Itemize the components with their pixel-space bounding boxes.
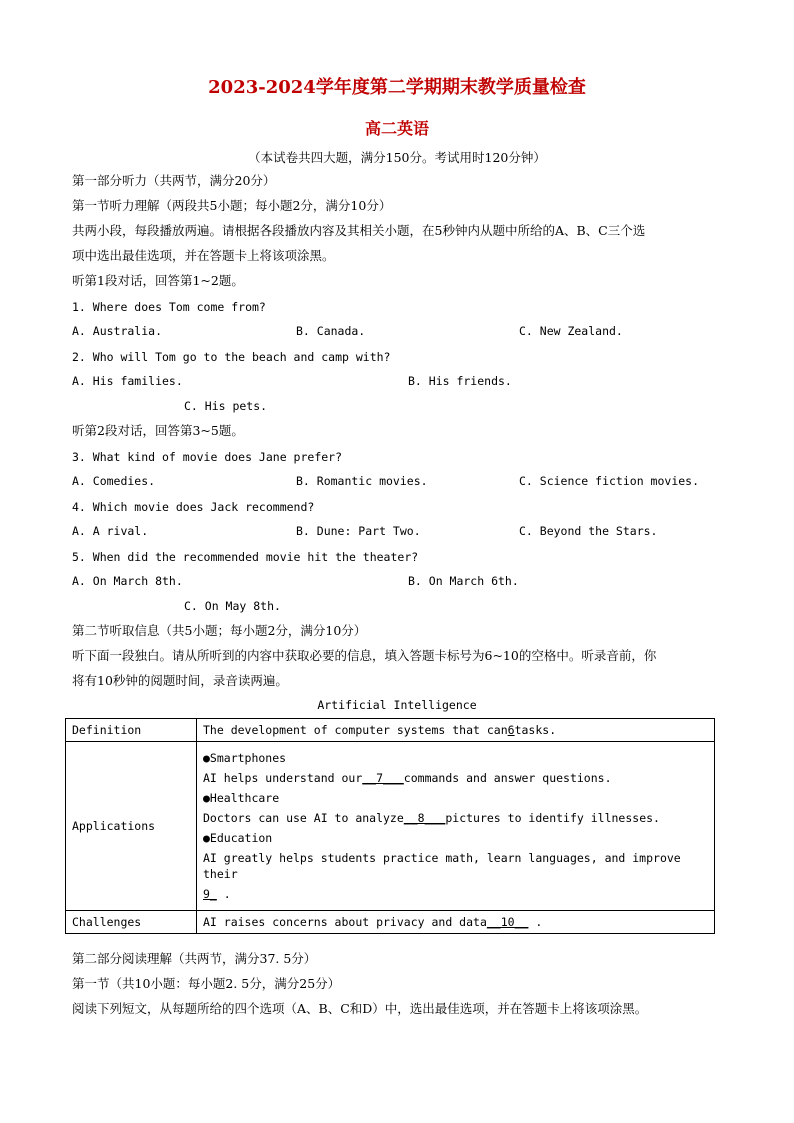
exam-note: （本试卷共四大题，满分150分。考试用时120分钟） (248, 150, 546, 165)
q5-option-c: C. On May 8th. (184, 599, 281, 613)
table-caption: Artificial Intelligence (317, 698, 477, 712)
blank-8: __8___ (403, 811, 446, 825)
challenges-label: Challenges (66, 911, 197, 934)
healthcare-heading: ●Healthcare (203, 791, 280, 805)
ai-table (65, 718, 715, 934)
definition-label: Definition (66, 719, 197, 742)
section2-heading: 第二节听取信息（共5小题；每小题2分，满分10分） (72, 623, 367, 638)
question-1: 1. Where does Tom come from? (72, 300, 266, 314)
q3-option-c: C. Science fiction movies. (519, 474, 700, 488)
question-3: 3. What kind of movie does Jane prefer? (72, 450, 343, 464)
q4-option-c: C. Beyond the Stars. (519, 524, 658, 538)
education-heading: ●Education (203, 831, 273, 845)
table-row (66, 719, 715, 742)
exam-title: 2023-2024学年度第二学期期末教学质量检查 (208, 77, 586, 98)
part1-heading: 第一部分听力（共两节，满分20分） (72, 173, 276, 188)
smartphones-heading: ●Smartphones (203, 751, 287, 765)
q2-option-c: C. His pets. (184, 399, 268, 413)
q4-option-a: A. A rival. (72, 524, 149, 538)
part2-section1-heading: 第一节（共10小题：每小题2. 5分，满分25分） (72, 976, 341, 991)
education-text: AI greatly helps students practice math, learn languages, and improve their (203, 851, 681, 881)
q2-option-a: A. His families. (72, 374, 183, 388)
education-blank-line (203, 886, 708, 902)
definition-cell (197, 719, 715, 742)
q5-option-b: B. On March 6th. (408, 574, 519, 588)
blank-7: __7___ (362, 771, 404, 785)
instruction-line-2: 项中选出最佳选项，并在答题卡上将该项涂黑。 (72, 248, 335, 263)
definition-text-end: tasks. (514, 723, 557, 737)
question-5: 5. When did the recommended movie hit the theater? (72, 550, 419, 564)
part2-heading: 第二部分阅读理解（共两节，满分37. 5分） (72, 951, 317, 966)
instruction-line-3: 听下面一段独白。请从所听到的内容中获取必要的信息，填入答题卡标号为6~10的空格中。听录音前，你 (72, 648, 657, 663)
table-row (66, 911, 715, 934)
education-post: . (216, 887, 231, 901)
q1-option-a: A. Australia. (72, 324, 163, 338)
question-4: 4. Which movie does Jack recommend? (72, 500, 315, 514)
table-row (66, 742, 715, 911)
challenges-cell (197, 911, 715, 934)
section1-heading: 第一节听力理解（两段共5小题；每小题2分，满分10分） (72, 198, 392, 213)
healthcare-post: pictures to identify illnesses. (445, 811, 660, 825)
q3-option-a: A. Comedies. (72, 474, 156, 488)
healthcare-pre: Doctors can use AI to analyze (203, 811, 404, 825)
exam-subject: 高二英语 (364, 119, 429, 138)
dialog1-heading: 听第1段对话，回答第1~2题。 (72, 273, 244, 288)
q3-option-b: B. Romantic movies. (296, 474, 428, 488)
blank-6: 6 (507, 723, 515, 737)
question-2: 2. Who will Tom go to the beach and camp with? (72, 350, 391, 364)
instruction-line-4: 将有10秒钟的阅题时间，录音读两遍。 (72, 673, 288, 688)
q1-option-c: C. New Zealand. (519, 324, 623, 338)
blank-10: __10__ (486, 915, 529, 929)
smartphones-text (203, 770, 708, 786)
blank-9: 9_ (203, 887, 217, 901)
q5-option-a: A. On March 8th. (72, 574, 183, 588)
instruction-line-1: 共两小段，每段播放两遍。请根据各段播放内容及其相关小题，在5秒钟内从题中所给的A、B、C三个选 (72, 223, 646, 238)
healthcare-text (203, 810, 708, 826)
smartphones-pre: AI helps understand our (203, 771, 363, 785)
definition-text: The development of computer systems that can (203, 723, 508, 737)
challenges-post: . (528, 915, 543, 929)
challenges-pre: AI raises concerns about privacy and data (203, 915, 487, 929)
smartphones-post: commands and answer questions. (403, 771, 612, 785)
dialog2-heading: 听第2段对话，回答第3~5题。 (72, 423, 244, 438)
q2-option-b: B. His friends. (408, 374, 512, 388)
q4-option-b: B. Dune: Part Two. (296, 524, 421, 538)
applications-cell (197, 742, 715, 911)
applications-label: Applications (66, 742, 197, 911)
part2-instruction: 阅读下列短文，从每题所给的四个选项（A、B、C和D）中，选出最佳选项，并在答题卡上将该项涂黑。 (72, 1001, 648, 1016)
q1-option-b: B. Canada. (296, 324, 366, 338)
